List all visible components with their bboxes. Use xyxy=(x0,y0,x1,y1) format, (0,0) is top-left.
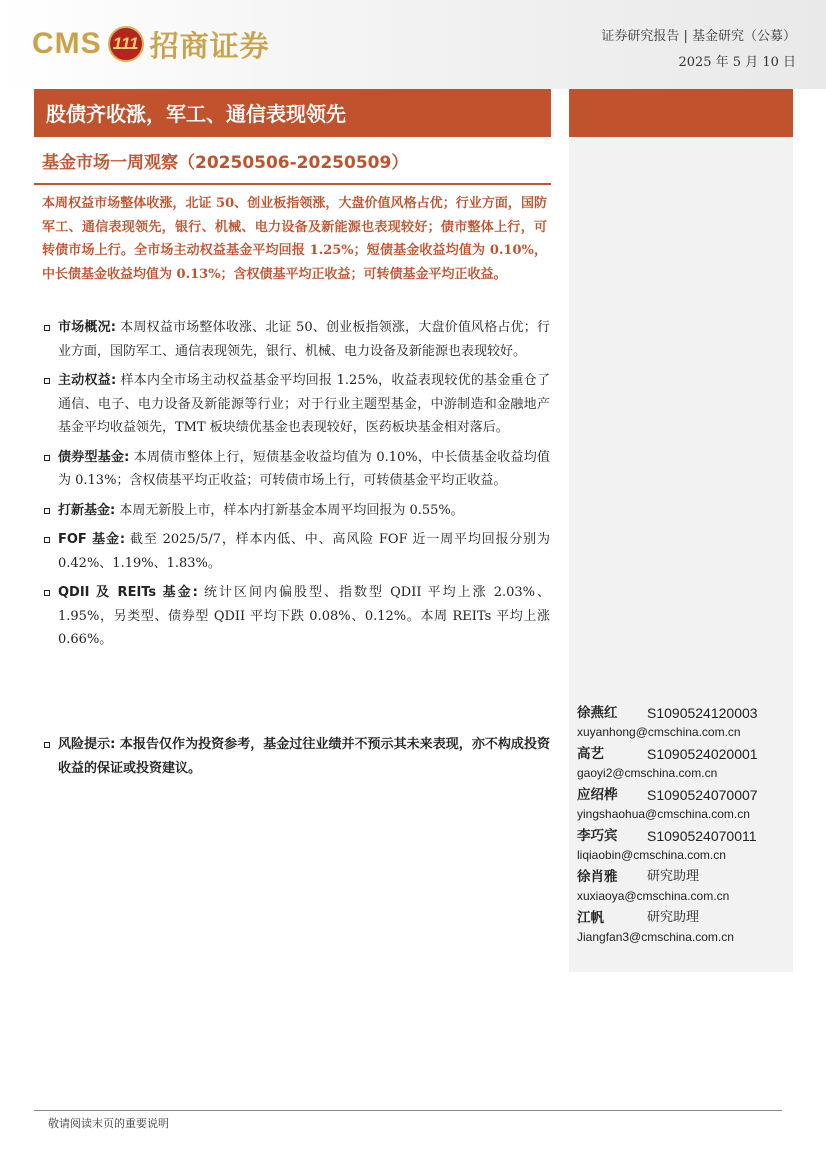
bullet-item-bond-funds xyxy=(44,446,550,493)
bullet-label: 打新基金: xyxy=(58,502,116,518)
footer-note: 敬请阅读末页的重要说明 xyxy=(48,1117,169,1130)
author-entry xyxy=(577,866,787,905)
risk-warning xyxy=(44,733,550,786)
bullet-label: FOF 基金: xyxy=(58,532,126,547)
bullet-item-market-overview xyxy=(44,316,550,363)
author-role: 研究助理 xyxy=(647,910,700,925)
bullet-item-risk xyxy=(44,733,550,780)
author-name: 徐肖雅 xyxy=(577,869,618,885)
bullet-label: QDII 及 REITs 基金: xyxy=(58,585,198,600)
author-entry xyxy=(577,907,787,946)
bullet-text: 本周权益市场整体收涨、北证 50、创业板指领涨，大盘价值风格占优；行业方面，国防军工、通信表现领先，银行、机械、电力设备及新能源也表现较好。 xyxy=(58,320,550,359)
square-bullet-icon xyxy=(44,742,50,748)
report-date: 2025 年 5 月 10 日 xyxy=(678,55,796,70)
author-email[interactable]: Jiangfan3@cmschina.com.cn xyxy=(577,930,734,944)
side-bar xyxy=(569,89,793,137)
author-role: 研究助理 xyxy=(647,869,700,884)
bullet-item-fof-funds xyxy=(44,528,550,575)
author-license: S1090524070007 xyxy=(647,787,758,803)
report-meta xyxy=(601,24,796,76)
report-subtitle: 基金市场一周观察（20250506-20250509） xyxy=(42,153,409,173)
square-bullet-icon xyxy=(44,378,50,384)
company-logo xyxy=(32,22,270,66)
author-license: S1090524070011 xyxy=(647,828,757,844)
logo-emblem-icon: 111 xyxy=(108,26,144,62)
author-entry xyxy=(577,702,787,741)
author-email[interactable]: xuyanhong@cmschina.com.cn xyxy=(577,725,741,739)
title-bar xyxy=(34,89,551,137)
author-entry xyxy=(577,825,787,864)
author-email[interactable]: gaoyi2@cmschina.com.cn xyxy=(577,766,718,780)
bullet-item-qdii-reits xyxy=(44,581,550,652)
bullet-label: 债券型基金: xyxy=(58,449,130,465)
bullet-text: 本周债市整体上行，短债基金收益均值为 0.10%，中长债基金收益均值为 0.13%；含权债基平均正收益；可转债市场上行，可转债基金平均正收益。 xyxy=(58,449,550,488)
subtitle-divider xyxy=(34,183,551,185)
author-email[interactable]: liqiaobin@cmschina.com.cn xyxy=(577,848,726,862)
square-bullet-icon xyxy=(44,325,50,331)
author-entry xyxy=(577,743,787,782)
square-bullet-icon xyxy=(44,455,50,461)
author-name: 高艺 xyxy=(577,746,604,762)
bullet-text: 截至 2025/5/7，样本内低、中、高风险 FOF 近一周平均回报分别为 0.42%、1.19%、1.83%。 xyxy=(58,532,550,571)
author-name: 徐燕红 xyxy=(577,705,618,721)
bullet-text: 统计区间内偏股型、指数型 QDII 平均上涨 2.03%、1.95%，另类型、债券型 QDII 平均下跌 0.08%、0.12%。本周 REITs 平均上涨 0.66%。 xyxy=(58,585,551,647)
author-email[interactable]: xuxiaoya@cmschina.com.cn xyxy=(577,889,730,903)
summary-paragraph: 本周权益市场整体收涨，北证 50、创业板指领涨，大盘价值风格占优；行业方面，国防军工、通信表现领先，银行、机械、电力设备及新能源也表现较好；债市整体上行，可转债市场上行。全市场主动权益基金平均回报 1.25%；短债基金收益均值为 0.10%，中长债基金收益均值为 0.13%；含权债基平均正收益；可转债基金平均正收益。 xyxy=(42,196,547,282)
square-bullet-icon xyxy=(44,537,50,543)
bullet-text: 样本内全市场主动权益基金平均回报 1.25%，收益表现较优的基金重仓了通信、电子、电力设备及新能源等行业；对于行业主题型基金，中游制造和金融地产基金平均收益领先，TMT 板块绩优基金也表现较好，医药板块基金相对落后。 xyxy=(58,373,550,435)
logo-latin-text: CMS xyxy=(32,27,102,60)
bullet-item-ipo-funds xyxy=(44,499,550,523)
bullet-label: 风险提示: xyxy=(58,737,116,752)
square-bullet-icon xyxy=(44,590,50,596)
author-name: 李巧宾 xyxy=(577,828,618,844)
author-email[interactable]: yingshaohua@cmschina.com.cn xyxy=(577,807,750,821)
bullet-label: 市场概况: xyxy=(58,320,116,335)
author-name: 江帆 xyxy=(577,910,604,926)
logo-chinese-text: 招商证券 xyxy=(149,28,270,63)
bullet-text: 本周无新股上市，样本内打新基金本周平均回报为 0.55%。 xyxy=(119,502,464,518)
author-entry xyxy=(577,784,787,823)
bullet-list xyxy=(44,316,550,658)
square-bullet-icon xyxy=(44,508,50,514)
author-license: S1090524120003 xyxy=(647,705,758,721)
bullet-item-active-equity xyxy=(44,369,550,440)
footer-divider xyxy=(34,1110,782,1111)
author-license: S1090524020001 xyxy=(647,746,758,762)
bullet-text: 本报告仅作为投资参考，基金过往业绩并不预示其未来表现，亦不构成投资收益的保证或投资建议。 xyxy=(58,737,550,776)
report-type: 证券研究报告 | 基金研究（公募） xyxy=(601,29,796,44)
author-list xyxy=(577,700,787,946)
report-title: 股债齐收涨，军工、通信表现领先 xyxy=(46,102,346,126)
author-name: 应绍桦 xyxy=(577,787,618,803)
bullet-label: 主动权益: xyxy=(58,373,117,388)
